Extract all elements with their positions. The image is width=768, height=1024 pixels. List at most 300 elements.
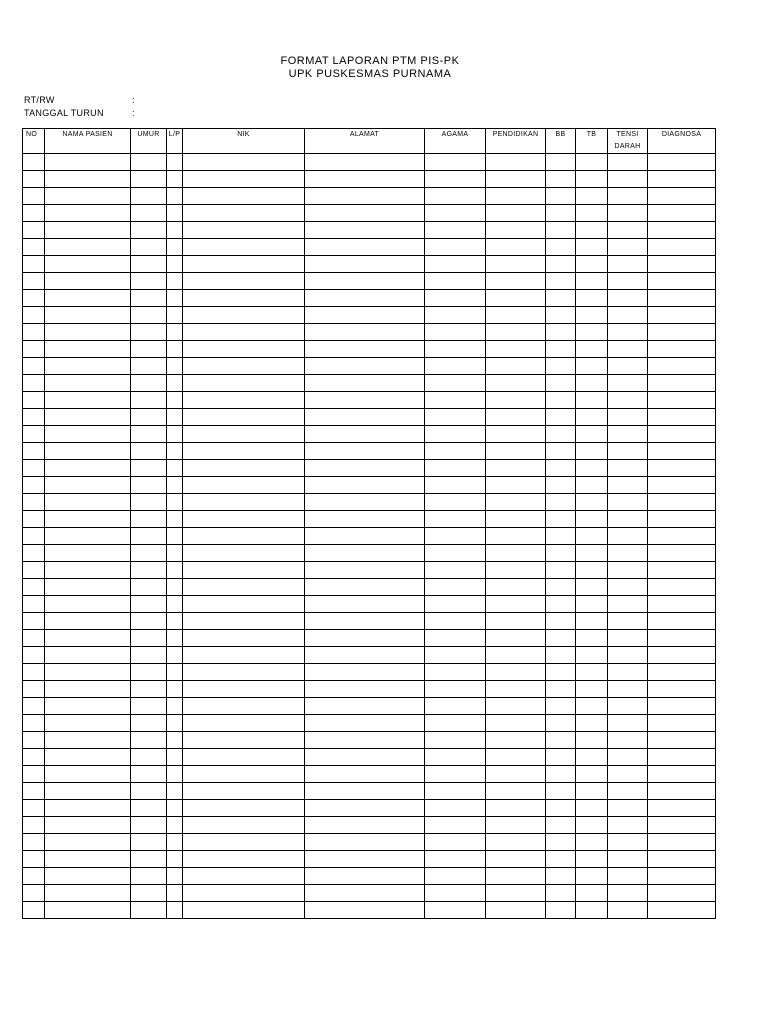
table-cell <box>648 477 716 494</box>
table-cell <box>167 477 183 494</box>
table-row <box>23 732 716 749</box>
table-cell <box>183 749 305 766</box>
table-cell <box>425 426 486 443</box>
table-row <box>23 528 716 545</box>
table-cell <box>486 460 546 477</box>
table-cell <box>486 800 546 817</box>
table-cell <box>486 256 546 273</box>
table-cell <box>576 494 608 511</box>
table-cell <box>183 698 305 715</box>
table-cell <box>183 664 305 681</box>
table-cell <box>23 681 45 698</box>
table-cell <box>486 851 546 868</box>
table-row <box>23 868 716 885</box>
table-cell <box>45 732 131 749</box>
table-cell <box>425 324 486 341</box>
table-cell <box>576 528 608 545</box>
table-cell <box>45 647 131 664</box>
table-cell <box>183 477 305 494</box>
table-cell <box>183 630 305 647</box>
table-cell <box>305 902 425 919</box>
table-cell <box>45 409 131 426</box>
table-cell <box>576 222 608 239</box>
table-row <box>23 647 716 664</box>
table-cell <box>23 511 45 528</box>
table-cell <box>183 817 305 834</box>
table-cell <box>425 460 486 477</box>
table-cell <box>648 868 716 885</box>
table-row <box>23 494 716 511</box>
table-cell <box>45 528 131 545</box>
table-cell <box>608 188 648 205</box>
table-cell <box>648 800 716 817</box>
table-cell <box>305 171 425 188</box>
table-body <box>23 154 716 919</box>
table-row <box>23 783 716 800</box>
table-cell <box>425 783 486 800</box>
table-cell <box>576 188 608 205</box>
table-cell <box>167 851 183 868</box>
table-cell <box>576 460 608 477</box>
table-cell <box>486 375 546 392</box>
table-cell <box>23 460 45 477</box>
table-cell <box>183 222 305 239</box>
table-cell <box>45 375 131 392</box>
table-cell <box>23 868 45 885</box>
table-cell <box>546 426 576 443</box>
table-row <box>23 443 716 460</box>
table-cell <box>167 426 183 443</box>
table-cell <box>648 375 716 392</box>
table-cell <box>486 902 546 919</box>
table-cell <box>576 834 608 851</box>
table-cell <box>546 851 576 868</box>
table-cell <box>576 154 608 171</box>
table-cell <box>131 630 167 647</box>
table-row <box>23 562 716 579</box>
table-cell <box>576 902 608 919</box>
table-cell <box>305 222 425 239</box>
table-cell <box>425 613 486 630</box>
table-cell <box>608 239 648 256</box>
table-cell <box>648 579 716 596</box>
table-row <box>23 188 716 205</box>
table-cell <box>305 698 425 715</box>
table-cell <box>608 613 648 630</box>
table-cell <box>608 783 648 800</box>
table-cell <box>131 681 167 698</box>
table-cell <box>648 341 716 358</box>
table-cell <box>23 171 45 188</box>
table-cell <box>648 698 716 715</box>
table-cell <box>576 205 608 222</box>
table-cell <box>131 324 167 341</box>
table-cell <box>45 494 131 511</box>
table-cell <box>183 154 305 171</box>
table-cell <box>546 630 576 647</box>
table-cell <box>425 562 486 579</box>
table-cell <box>546 511 576 528</box>
table-cell <box>546 528 576 545</box>
table-cell <box>23 732 45 749</box>
table-cell <box>23 545 45 562</box>
table-cell <box>167 681 183 698</box>
table-cell <box>167 171 183 188</box>
table-cell <box>23 698 45 715</box>
table-cell <box>425 630 486 647</box>
table-cell <box>486 528 546 545</box>
table-cell <box>576 273 608 290</box>
table-cell <box>305 630 425 647</box>
table-cell <box>425 800 486 817</box>
table-cell <box>546 205 576 222</box>
table-cell <box>608 562 648 579</box>
table-cell <box>576 409 608 426</box>
table-cell <box>546 494 576 511</box>
table-cell <box>45 902 131 919</box>
table-cell <box>608 256 648 273</box>
table-cell <box>425 494 486 511</box>
table-cell <box>183 290 305 307</box>
field-tanggal-turun <box>24 108 135 118</box>
table-cell <box>576 477 608 494</box>
table-cell <box>305 885 425 902</box>
table-row <box>23 817 716 834</box>
table-cell <box>576 324 608 341</box>
table-cell <box>648 851 716 868</box>
table-cell <box>131 477 167 494</box>
table-cell <box>648 681 716 698</box>
table-cell <box>305 562 425 579</box>
table-cell <box>425 579 486 596</box>
table-cell <box>608 443 648 460</box>
table-cell <box>546 171 576 188</box>
table-cell <box>45 205 131 222</box>
table-cell <box>45 477 131 494</box>
table-cell <box>183 205 305 222</box>
table-cell <box>305 868 425 885</box>
table-cell <box>131 766 167 783</box>
table-cell <box>546 273 576 290</box>
table-cell <box>608 698 648 715</box>
table-row <box>23 715 716 732</box>
table-cell <box>546 579 576 596</box>
table-cell <box>167 664 183 681</box>
table-cell <box>23 290 45 307</box>
table-cell <box>576 596 608 613</box>
table-cell <box>425 273 486 290</box>
table-cell <box>648 171 716 188</box>
table-cell <box>608 596 648 613</box>
table-cell <box>45 868 131 885</box>
table-cell <box>131 426 167 443</box>
table-cell <box>23 341 45 358</box>
table-cell <box>305 528 425 545</box>
table-cell <box>167 868 183 885</box>
table-cell <box>305 273 425 290</box>
table-cell <box>167 902 183 919</box>
table-cell <box>183 800 305 817</box>
table-cell <box>486 664 546 681</box>
table-row <box>23 239 716 256</box>
table-cell <box>131 545 167 562</box>
table-cell <box>648 545 716 562</box>
table-cell <box>45 579 131 596</box>
table-cell <box>131 290 167 307</box>
table-cell <box>131 222 167 239</box>
table-cell <box>305 511 425 528</box>
table-row <box>23 222 716 239</box>
table-cell <box>648 409 716 426</box>
table-cell <box>183 868 305 885</box>
col-header-agama: AGAMA <box>425 129 486 154</box>
table-cell <box>576 341 608 358</box>
table-cell <box>305 307 425 324</box>
table-cell <box>167 222 183 239</box>
table-cell <box>45 698 131 715</box>
table-cell <box>576 511 608 528</box>
table-row <box>23 902 716 919</box>
table-cell <box>131 273 167 290</box>
table-cell <box>167 698 183 715</box>
col-header-lp: L/P <box>167 129 183 154</box>
table-cell <box>167 596 183 613</box>
table-cell <box>167 800 183 817</box>
table-cell <box>23 256 45 273</box>
table-cell <box>576 630 608 647</box>
table-cell <box>546 596 576 613</box>
col-header-umur: UMUR <box>131 129 167 154</box>
table-cell <box>546 783 576 800</box>
table-cell <box>167 324 183 341</box>
table-cell <box>486 477 546 494</box>
table-cell <box>183 409 305 426</box>
table-cell <box>546 732 576 749</box>
table-cell <box>23 562 45 579</box>
table-cell <box>608 715 648 732</box>
table-cell <box>183 375 305 392</box>
table-cell <box>45 664 131 681</box>
table-cell <box>576 171 608 188</box>
table-cell <box>131 205 167 222</box>
table-cell <box>425 154 486 171</box>
table-cell <box>576 392 608 409</box>
table-cell <box>45 800 131 817</box>
table-cell <box>648 647 716 664</box>
table-cell <box>648 239 716 256</box>
table-cell <box>131 902 167 919</box>
table-cell <box>305 477 425 494</box>
table-cell <box>648 528 716 545</box>
table-row <box>23 511 716 528</box>
col-header-alamat: ALAMAT <box>305 129 425 154</box>
table-cell <box>183 511 305 528</box>
table-row <box>23 307 716 324</box>
table-cell <box>648 613 716 630</box>
table-cell <box>305 154 425 171</box>
table-cell <box>183 732 305 749</box>
table-cell <box>608 154 648 171</box>
table-cell <box>546 885 576 902</box>
table-cell <box>546 647 576 664</box>
table-cell <box>183 545 305 562</box>
table-cell <box>183 494 305 511</box>
table-cell <box>183 256 305 273</box>
table-cell <box>45 766 131 783</box>
table-cell <box>45 341 131 358</box>
table-cell <box>305 681 425 698</box>
table-cell <box>131 562 167 579</box>
table-cell <box>648 885 716 902</box>
table-cell <box>608 664 648 681</box>
table-cell <box>608 171 648 188</box>
table-cell <box>131 613 167 630</box>
table-cell <box>131 579 167 596</box>
table-cell <box>305 426 425 443</box>
table-cell <box>608 834 648 851</box>
table-cell <box>608 460 648 477</box>
table-row <box>23 749 716 766</box>
table-cell <box>131 834 167 851</box>
table-cell <box>648 307 716 324</box>
table-cell <box>45 681 131 698</box>
table-cell <box>45 358 131 375</box>
table-cell <box>131 307 167 324</box>
table-cell <box>546 188 576 205</box>
table-cell <box>648 222 716 239</box>
table-cell <box>131 409 167 426</box>
table-cell <box>131 698 167 715</box>
table-cell <box>546 477 576 494</box>
table-cell <box>546 375 576 392</box>
table-cell <box>23 902 45 919</box>
table-cell <box>167 290 183 307</box>
table-cell <box>305 341 425 358</box>
table-cell <box>183 579 305 596</box>
table-row <box>23 885 716 902</box>
report-title: FORMAT LAPORAN PTM PIS-PK <box>280 55 460 67</box>
table-cell <box>131 358 167 375</box>
table-cell <box>486 766 546 783</box>
table-cell <box>425 477 486 494</box>
table-cell <box>546 834 576 851</box>
table-row <box>23 664 716 681</box>
table-cell <box>608 375 648 392</box>
table-cell <box>183 647 305 664</box>
table-cell <box>546 154 576 171</box>
table-cell <box>608 307 648 324</box>
table-cell <box>305 239 425 256</box>
table-cell <box>167 273 183 290</box>
table-cell <box>45 817 131 834</box>
table-cell <box>183 613 305 630</box>
table-cell <box>45 392 131 409</box>
table-cell <box>608 868 648 885</box>
table-cell <box>23 817 45 834</box>
table-cell <box>546 341 576 358</box>
table-cell <box>425 698 486 715</box>
table-cell <box>425 171 486 188</box>
table-cell <box>23 154 45 171</box>
table-cell <box>486 358 546 375</box>
table-cell <box>183 273 305 290</box>
table-cell <box>486 426 546 443</box>
table-row <box>23 256 716 273</box>
table-cell <box>648 715 716 732</box>
table-cell <box>183 528 305 545</box>
table-cell <box>45 290 131 307</box>
table-cell <box>648 443 716 460</box>
col-header-tb: TB <box>576 129 608 154</box>
table-cell <box>167 443 183 460</box>
table-cell <box>608 341 648 358</box>
table-cell <box>305 375 425 392</box>
table-cell <box>608 409 648 426</box>
table-cell <box>183 715 305 732</box>
table-cell <box>576 783 608 800</box>
table-cell <box>131 749 167 766</box>
table-cell <box>167 409 183 426</box>
table-cell <box>45 239 131 256</box>
table-cell <box>486 273 546 290</box>
table-cell <box>486 715 546 732</box>
table-row <box>23 596 716 613</box>
table-cell <box>486 392 546 409</box>
table-cell <box>425 732 486 749</box>
table-cell <box>608 222 648 239</box>
table-cell <box>45 562 131 579</box>
table-cell <box>183 851 305 868</box>
col-header-nama-pasien: NAMA PASIEN <box>45 129 131 154</box>
table-cell <box>305 205 425 222</box>
table-cell <box>648 902 716 919</box>
table-cell <box>131 171 167 188</box>
table-cell <box>183 766 305 783</box>
table-cell <box>131 817 167 834</box>
table-cell <box>546 443 576 460</box>
table-cell <box>648 766 716 783</box>
table-cell <box>23 800 45 817</box>
table-cell <box>183 188 305 205</box>
table-cell <box>131 392 167 409</box>
table-cell <box>45 154 131 171</box>
table-cell <box>648 290 716 307</box>
table-cell <box>546 613 576 630</box>
table-cell <box>486 239 546 256</box>
table-cell <box>183 443 305 460</box>
table-cell <box>183 562 305 579</box>
field-rt-rw <box>24 95 135 105</box>
table-cell <box>305 715 425 732</box>
table-cell <box>648 205 716 222</box>
table-cell <box>576 885 608 902</box>
table-cell <box>131 783 167 800</box>
table-cell <box>425 715 486 732</box>
table-cell <box>183 596 305 613</box>
table-cell <box>648 783 716 800</box>
table-cell <box>23 851 45 868</box>
table-cell <box>45 222 131 239</box>
table-cell <box>45 256 131 273</box>
table-cell <box>608 324 648 341</box>
table-cell <box>425 545 486 562</box>
table-cell <box>648 460 716 477</box>
table-cell <box>648 154 716 171</box>
table-cell <box>486 511 546 528</box>
table-cell <box>425 392 486 409</box>
table-cell <box>576 851 608 868</box>
table-cell <box>305 579 425 596</box>
